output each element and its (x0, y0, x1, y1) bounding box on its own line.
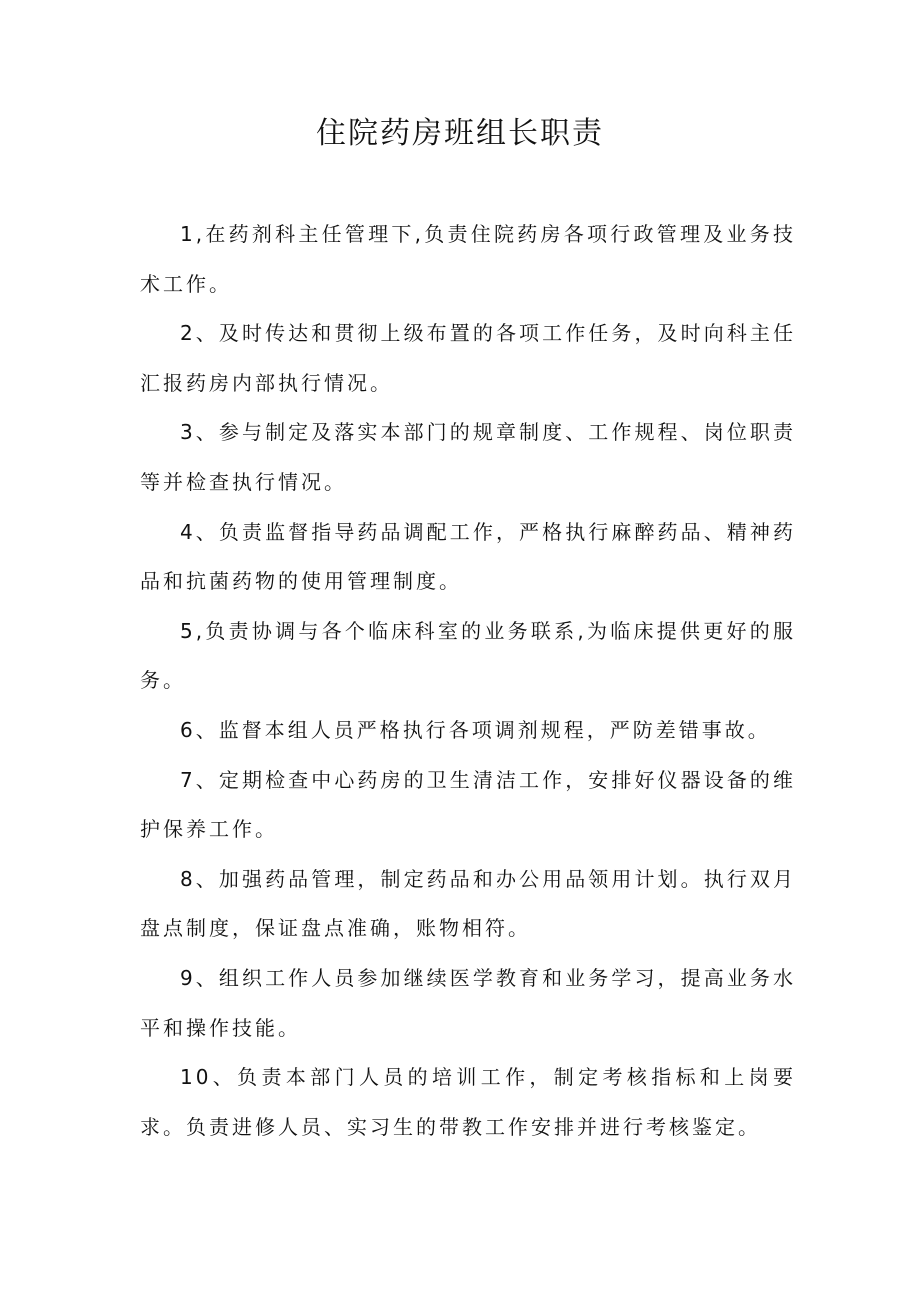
document-title: 住院药房班组长职责 (316, 116, 604, 151)
paragraph-10: 10、负责本部门人员的培训工作，制定考核指标和上岗要求。负责进修人员、实习生的带教工作安排并进行考核鉴定。 (140, 1065, 796, 1139)
paragraph-8: 8、加强药品管理，制定药品和办公用品领用计划。执行双月盘点制度，保证盘点准确，账物相符。 (140, 866, 796, 941)
paragraph-4: 4、负责监督指导药品调配工作，严格执行麻醉药品、精神药品和抗菌药物的使用管理制度。 (140, 519, 796, 594)
paragraph-9: 9、组织工作人员参加继续医学教育和业务学习，提高业务水平和操作技能。 (140, 965, 796, 1040)
paragraph-1: 1,在药剂科主任管理下,负责住院药房各项行政管理及业务技术工作。 (140, 222, 796, 296)
paragraph-5: 5,负责协调与各个临床科室的业务联系,为临床提供更好的服务。 (140, 618, 796, 693)
paragraph-3: 3、参与制定及落实本部门的规章制度、工作规程、岗位职责等并检查执行情况。 (140, 420, 796, 494)
paragraph-7: 7、定期检查中心药房的卫生清洁工作，安排好仪器设备的维护保养工作。 (140, 767, 796, 842)
paragraph-6: 6、监督本组人员严格执行各项调剂规程，严防差错事故。 (180, 717, 771, 742)
paragraph-2: 2、及时传达和贯彻上级布置的各项工作任务，及时向科主任汇报药房内部执行情况。 (140, 321, 796, 395)
document-body (140, 210, 796, 1152)
